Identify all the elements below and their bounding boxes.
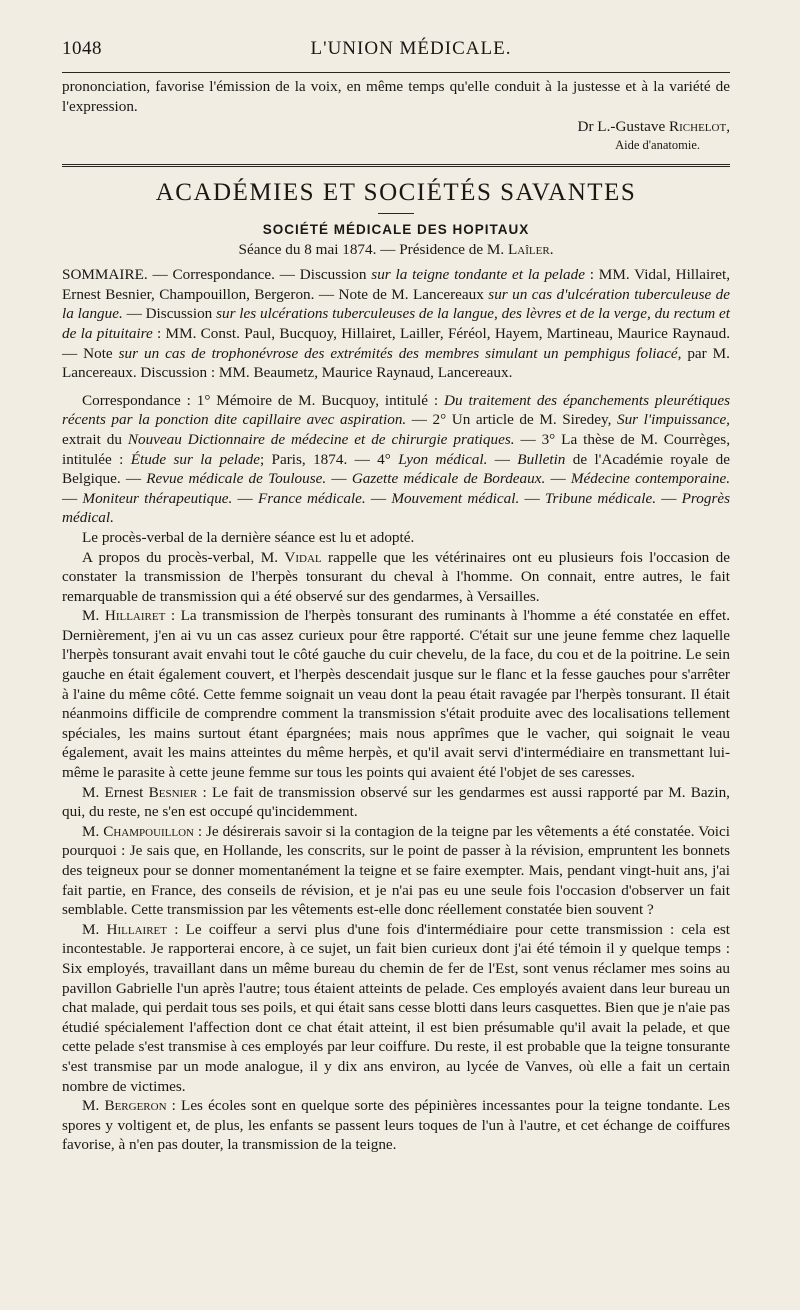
summary-italic: sur les ulcérations tuberculeuses de la langue, des lèvres et de la verge, du rectum et de la pituitaire bbox=[62, 305, 730, 342]
summary-italic: sur un cas de trophonévrose des extrémités des membres simulant un pemphigus foliacé, bbox=[118, 344, 682, 362]
signature-role: Aide d'anatomie. bbox=[615, 138, 700, 153]
section-title: ACADÉMIES ET SOCIÉTÉS SAVANTES bbox=[155, 179, 637, 207]
corr-text: — bbox=[519, 489, 545, 507]
corr-text: Correspondance : 1° Mémoire de M. Bucquoy, intitulé : bbox=[82, 391, 444, 409]
corr-text: — bbox=[326, 470, 352, 488]
speech-text: : Je désirerais savoir si la contagion de la teigne par les vêtements a été constatée. Voici pourquoi : Je sais que, en Hollande, les conscrits, sur le point de passer à la révision, empruntent les bonnets des teigneux pour se donner momentanément la teigne et se faire exempter. Mais, pendant vingt-huit ans, j'ai fait partie, en France, des conseils de révision, et je n'ai pas eu une seule fois l'occasion d'observer un fait semblable. Cette transmission par les vêtements est-elle donc réellement constatée bien souvent ? bbox=[62, 822, 730, 919]
correspondance-paragraph bbox=[62, 391, 730, 528]
summary-italic: sur un cas d'ulcération tuberculeuse de la langue. bbox=[62, 285, 731, 323]
corr-italic: Progrès médical. bbox=[62, 489, 731, 527]
champouillon-paragraph bbox=[62, 822, 730, 920]
session-text: Séance du 8 mai 1874. — Présidence de M. bbox=[238, 241, 505, 259]
corr-italic: Gazette médicale de Bordeaux. bbox=[351, 470, 546, 488]
vidal-text: A propos du procès-verbal, M. bbox=[82, 548, 285, 566]
corr-text: ; Paris, 1874. — 4° bbox=[259, 450, 399, 468]
summary-text: : MM. Const. Paul, Bucquoy, Hillairet, Lailler, Féréol, Hayem, Martineau, Maurice Raynaud. — Note bbox=[62, 324, 730, 362]
corr-italic: Étude sur la pelade bbox=[130, 450, 260, 468]
corr-text: — bbox=[365, 489, 392, 507]
signature-name: Richelot bbox=[669, 118, 727, 136]
session-end: . bbox=[549, 241, 554, 259]
summary-label: SOMMAIRE. bbox=[62, 266, 148, 284]
besnier-paragraph bbox=[62, 783, 730, 822]
summary-text: — Discussion bbox=[122, 305, 217, 323]
signature-suffix: , bbox=[726, 118, 730, 136]
corr-text: de l'Académie royale de Belgique. — bbox=[62, 450, 730, 488]
session-line bbox=[62, 241, 730, 259]
running-head bbox=[62, 38, 730, 68]
intro-paragraph: prononciation, favorise l'émission de la voix, en même temps qu'elle conduit à la justesse et à la variété de l'expression. bbox=[62, 78, 730, 115]
speaker-name: Hillairet bbox=[106, 920, 167, 938]
summary-text: — Correspondance. — Discussion bbox=[147, 266, 372, 284]
corr-italic: Du traitement des épanchements pleurétiques récents par la ponction dite capillaire avec aspiration. bbox=[62, 391, 730, 429]
corr-text: — bbox=[487, 450, 518, 468]
speech-text: : Le fait de transmission observé sur les gendarmes est aussi rapporté par M. Bazin, qui, du reste, ne s'en est occupé qu'incidemment. bbox=[62, 783, 730, 821]
corr-italic: Mouvement médical. bbox=[391, 489, 520, 507]
corr-italic: Sur l'impuissance, bbox=[616, 411, 730, 429]
speaker-name: Bergeron bbox=[104, 1097, 167, 1115]
corr-text: — bbox=[545, 470, 571, 488]
section-double-rule bbox=[62, 164, 730, 167]
corr-italic: France médicale. bbox=[257, 489, 366, 507]
speech-text: : Les écoles sont en quelque sorte des pépinières incessantes pour la teigne tondante. Les spores y voltigent et, de plus, les enfants se passent leurs toques de l'un à l'autre, et cet échange de coiffures favorise, à n'en pas douter, la transmission de la teigne. bbox=[62, 1097, 730, 1154]
summary-text: : MM. Vidal, Hillairet, Ernest Besnier, Champouillon, Bergeron. — Note de M. Lancereaux bbox=[62, 266, 731, 303]
minutes-adopted: Le procès-verbal de la dernière séance est lu et adopté. bbox=[82, 528, 415, 546]
corr-italic: Lyon médical. bbox=[398, 450, 488, 468]
speaker-prefix: M. bbox=[82, 822, 104, 840]
summary-italic: sur la teigne tondante et la pelade bbox=[371, 266, 585, 284]
corr-italic: Tribune médicale. bbox=[544, 489, 657, 507]
hillairet-paragraph-1 bbox=[62, 606, 730, 782]
vidal-text: rappelle que les vétérinaires ont eu plusieurs fois l'occasion de constater la transmission de l'herpès tonsurant du cheval à l'homme. On connait, entre autres, le fait remarquable de transmission qui a été observé sur des gendarmes, à Versailles. bbox=[62, 548, 730, 605]
bergeron-paragraph bbox=[62, 1096, 730, 1155]
society-name: SOCIÉTÉ MÉDICALE DES HOPITAUX bbox=[262, 222, 530, 238]
speaker-name: Hillairet bbox=[104, 607, 166, 625]
summary-paragraph bbox=[62, 265, 730, 383]
corr-italic: Nouveau Dictionnaire de médecine et de chirurgie pratiques. bbox=[127, 430, 515, 448]
page-number: 1048 bbox=[62, 38, 102, 59]
summary-text: par M. Lancereaux. Discussion : MM. Beaumetz, Maurice Raynaud, Lancereaux. bbox=[62, 344, 730, 382]
corr-italic: Médecine contemporaine. bbox=[570, 470, 731, 488]
corr-text: extrait du bbox=[62, 430, 128, 448]
signature-prefix: Dr L.-Gustave bbox=[577, 118, 666, 136]
speaker-prefix: M. bbox=[82, 1097, 105, 1115]
speech-text: : Le coiffeur a servi plus d'une fois d'intermédiaire pour cette transmission : cela est incontestable. Je rapporterai encore, à ce sujet, un fait bien curieux dont j'ai été témoin il y quelque temps : Six employés, travaillant dans un même bureau du chemin de fer de l'Est, sont venus réclamer mes soins au pavillon Gabrielle l'un après l'autre; tous étaient atteints de pelade. Ces employés avaient dans leur bureau un chat malade, qui perdait tous ses poils, et qui était sans cesse blotti dans leurs casquettes. Bien que je n'aie pas étudié spécialement l'affection dont ce chat était atteint, il est bien présumable qu'il avait la pelade, et que cette pelade s'est transmise à ces employés par leur coiffure. Du reste, il est probable que la teigne tonsurante s'est transmise par un mode analogue, il y dix ans environ, au lycée de Vanves, où elle a fait un certain nombre de victimes. bbox=[62, 920, 731, 1095]
corr-text: — bbox=[62, 489, 83, 507]
signature bbox=[62, 118, 730, 154]
session-president: Laîler bbox=[508, 241, 550, 259]
corr-text: — bbox=[232, 489, 258, 507]
speaker-name: Besnier bbox=[148, 783, 198, 801]
corr-italic: Moniteur thérapeutique. bbox=[82, 489, 233, 507]
vidal-paragraph bbox=[62, 548, 730, 607]
section-short-rule bbox=[378, 213, 414, 214]
corr-text: — 3° La thèse de M. Courrèges, intitulée : bbox=[62, 430, 730, 468]
speaker-name: Vidal bbox=[284, 548, 322, 566]
journal-title: L'UNION MÉDICALE. bbox=[310, 38, 512, 59]
corr-text: — 2° Un article de M. Siredey, bbox=[406, 411, 617, 429]
hillairet-paragraph-2 bbox=[62, 920, 730, 1096]
corr-italic: Bulletin bbox=[517, 450, 566, 468]
corr-text: — bbox=[656, 489, 682, 507]
header-rule bbox=[62, 72, 730, 73]
speech-text: : La transmission de l'herpès tonsurant des ruminants à l'homme a été constatée en effet. Dernièrement, j'en ai vu un cas assez curieux pour être rapporté. C'était sur une jeune femme chez laquelle l'herpès tonsurant avait envahi tout le côté gauche du cuir chevelu, de la face, du cou et de la poitrine. Le sein gauche en était également couvert, et l'herpès descendait jusque sur le flanc et la fesse gauches pour s'arrêter à l'aine du même côté. Cette femme soignait un veau dont la peau était ravagée par l'herpès tonsurant. Il était néanmoins difficile de comprendre comment la transmission s'était produite avec des localisations tellement spéciales, les mains surtout étant épargnées; mais nous apprîmes que le vacher, qui soignait le veau également, avait les mains atteintes du même herpès, et qu'il avait servi d'intermédiaire en transmettant lui-même le parasite à cette jeune femme sur tous les points qui avaient été l'objet de ses caresses. bbox=[62, 607, 730, 782]
speaker-prefix: M. bbox=[82, 607, 105, 625]
corr-italic: Revue médicale de Toulouse. bbox=[146, 470, 327, 488]
speaker-prefix: M. bbox=[82, 920, 107, 938]
speaker-name: Champouillon bbox=[103, 822, 194, 840]
speaker-prefix: M. Ernest bbox=[82, 783, 149, 801]
